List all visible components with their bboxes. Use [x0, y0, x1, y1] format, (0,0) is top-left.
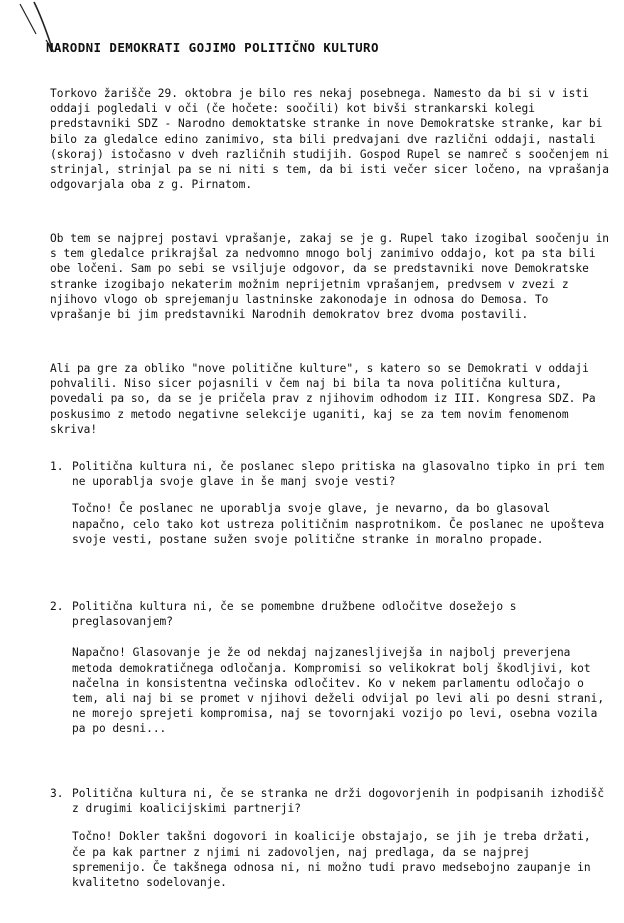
paragraph: Torkovo žarišče 29. oktobra je bilo res nekaj posebnega. Namesto da bi si v isti oddaji pogledali v oči (če hočete: soočili) kot bivši strankarski kolegi predstavniki SDZ - Narodno demoktatske stranke in nove Demokratske stranke, kar bi bilo za gledalce edino zanimivo, sta bili predvajani dve različni oddaji, nastali (skoraj) istočasno v dveh različnih studijih. Gospod Rupel se namreč s soočenjem ni strinjal, strinjal pa se ni niti s tem, da bi isti večer sicer ločeno, na vprašanja odgovarjala oba z g. Pirnatom.	[50, 87, 610, 192]
list-item-number: 3.	[50, 787, 64, 800]
list-item-answer: Napačno! Glasovanje je že od nekdaj najzanesljivejša in najbolj preverjena metoda demokratičnega odločanja. Kompromisi so velikokrat bolj škodljivi, kot načelna in konsistentna večinska odločitev. Ko v nekem parlamentu odločajo o tem, ali naj bi se promet v njihovi deželi odvijal po levi ali po desni strani, ne morejo sprejeti kompromisa, naj se tovornjaki vozijo po levi, osebna vozila pa po desni...	[72, 646, 605, 736]
list-item-statement: Politična kultura ni, če se pomembne družbene odločitve dosežejo s preglasovanjem?	[72, 600, 517, 629]
list-item-number: 1.	[50, 460, 64, 473]
list-item-answer: Točno! Če poslanec ne uporablja svoje glave, je nevarno, da bo glasoval napačno, celo tako kot ustreza političnim nasprotnikom. Če poslanec ne upošteva svoje vesti, postane sužen svoje politične stranke in moralno propade.	[72, 502, 605, 546]
list-item	[50, 786, 610, 890]
document-title: NARODNI DEMOKRATI GOJIMO POLITIČNO KULTURO	[46, 40, 379, 55]
paragraph: Ali pa gre za obliko "nove politične kulture", s katero so se Demokrati v oddaji pohvalili. Niso sicer pojasnili v čem naj bi bila ta nova politična kultura, povedali pa so, da se je pričela prav z njihovim odhodom iz III. Kongresa SDZ. Pa poskusimo z metodo negativne selekcije uganiti, kaj se za tem novim fenomenom skriva!	[50, 362, 596, 436]
list-item-answer: Točno! Dokler takšni dogovori in koalicije obstajajo, se jih je treba držati, če pa kak partner z njimi ni zadovoljen, naj predlaga, da se najprej spremenijo. Če takšnega odnosa ni, ni možno tudi pravo medsebojno zaupanje in kvalitetno sodelovanje.	[72, 830, 591, 890]
pen-stroke-mark	[20, 4, 36, 34]
paragraph: Ob tem se najprej postavi vprašanje, zakaj se je g. Rupel tako izogibal soočenju in s tem gledalce prikrajšal za nedvomno mnogo bolj zanimivo oddajo, kot pa sta bili obe ločeni. Sam po sebi se vsiljuje odgovor, da se predstavniki nove Demokratske stranke izogibajo nekaterim možnim neprijetnim vprašanjem, predvsem v zvezi z njihovo vlogo ob sprejemanju lastninske zakonodaje in odnosa do Demosa. To vprašanje bi jim predstavniki Narodnih demokratov brez dvoma postavili.	[50, 232, 610, 322]
list-item	[50, 459, 610, 547]
list-item-number: 2.	[50, 600, 64, 613]
list-item	[50, 599, 610, 737]
list-item-statement: Politična kultura ni, če se stranka ne drži dogovorjenih in podpisanih izhodišč z drugimi koalicijskimi partnerji?	[72, 787, 605, 816]
list-item-statement: Politična kultura ni, če poslanec slepo pritiska na glasovalno tipko in pri tem ne uporablja svoje glave in še manj svoje vesti?	[72, 460, 605, 489]
